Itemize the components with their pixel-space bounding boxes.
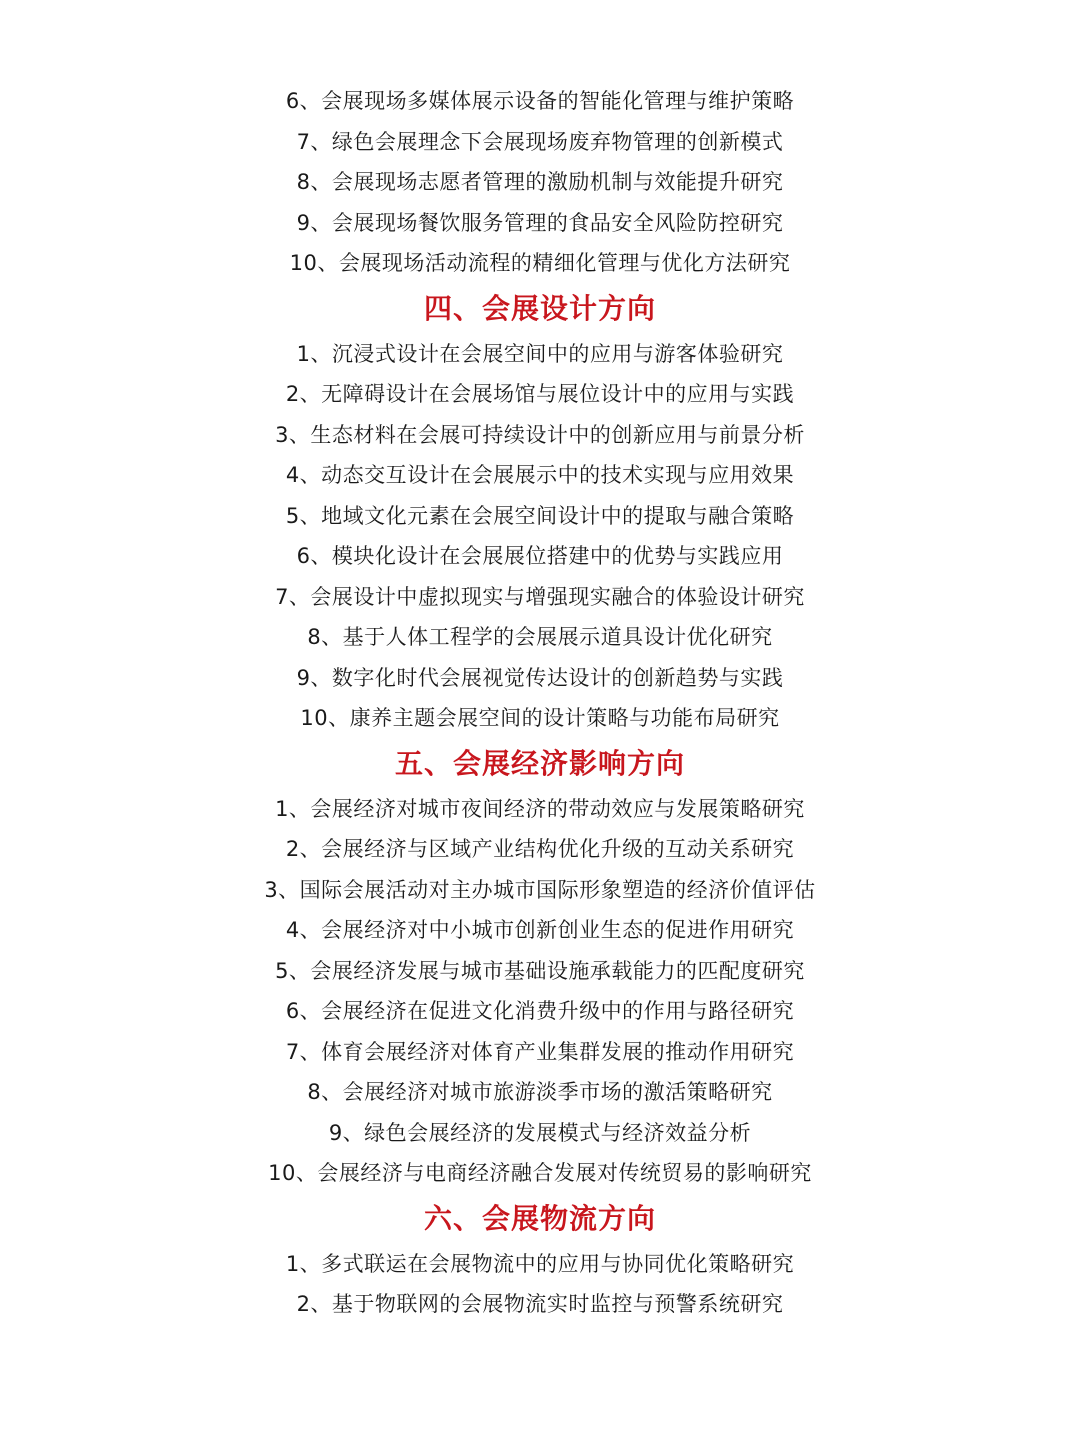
- section-logistics: [0, 1194, 1080, 1325]
- list-item: 8、会展现场志愿者管理的激励机制与效能提升研究: [296, 170, 784, 194]
- list-item: 10、会展现场活动流程的精细化管理与优化方法研究: [289, 251, 791, 275]
- list-item: 1、多式联运在会展物流中的应用与协同优化策略研究: [285, 1251, 795, 1276]
- list-item: 3、国际会展活动对主办城市国际形象塑造的经济价值评估: [264, 877, 816, 902]
- list-item: 2、会展经济与区域产业结构优化升级的互动关系研究: [285, 837, 795, 861]
- section-heading: 四、会展设计方向: [423, 291, 656, 325]
- list-item: 9、绿色会展经济的发展模式与经济效益分析: [328, 1120, 752, 1145]
- list-item: 2、无障碍设计在会展场馆与展位设计中的应用与实践: [285, 382, 795, 406]
- list-item: 4、动态交互设计在会展展示中的技术实现与应用效果: [285, 463, 795, 487]
- list-item: 9、会展现场餐饮服务管理的食品安全风险防控研究: [296, 210, 784, 235]
- list-item: 5、会展经济发展与城市基础设施承载能力的匹配度研究: [275, 958, 805, 983]
- list-item: 1、沉浸式设计在会展空间中的应用与游客体验研究: [296, 341, 784, 366]
- list-item: 6、会展现场多媒体展示设备的智能化管理与维护策略: [285, 89, 795, 113]
- list-item: 7、绿色会展理念下会展现场废弃物管理的创新模式: [296, 129, 784, 154]
- list-item: 7、会展设计中虚拟现实与增强现实融合的体验设计研究: [275, 584, 805, 609]
- list-item: 5、地域文化元素在会展空间设计中的提取与融合策略: [285, 503, 795, 528]
- list-item: 8、基于人体工程学的会展展示道具设计优化研究: [307, 625, 773, 649]
- intro-list: [0, 81, 1080, 284]
- list-item: 3、生态材料在会展可持续设计中的创新应用与前景分析: [275, 422, 805, 447]
- list-item: 10、会展经济与电商经济融合发展对传统贸易的影响研究: [268, 1161, 812, 1185]
- section-economy: [0, 739, 1080, 1194]
- list-item: 6、模块化设计在会展展位搭建中的优势与实践应用: [296, 544, 784, 568]
- list-item: 9、数字化时代会展视觉传达设计的创新趋势与实践: [296, 665, 784, 690]
- list-item: 4、会展经济对中小城市创新创业生态的促进作用研究: [285, 918, 795, 942]
- list-item: 1、会展经济对城市夜间经济的带动效应与发展策略研究: [275, 796, 805, 821]
- section-heading: 六、会展物流方向: [423, 1201, 656, 1235]
- list-item: 6、会展经济在促进文化消费升级中的作用与路径研究: [285, 999, 795, 1023]
- section-heading: 五、会展经济影响方向: [394, 746, 685, 780]
- section-design: [0, 284, 1080, 739]
- list-item: 10、康养主题会展空间的设计策略与功能布局研究: [300, 706, 780, 730]
- list-item: 2、基于物联网的会展物流实时监控与预警系统研究: [296, 1292, 784, 1316]
- list-item: 7、体育会展经济对体育产业集群发展的推动作用研究: [285, 1039, 795, 1064]
- list-item: 8、会展经济对城市旅游淡季市场的激活策略研究: [307, 1080, 773, 1104]
